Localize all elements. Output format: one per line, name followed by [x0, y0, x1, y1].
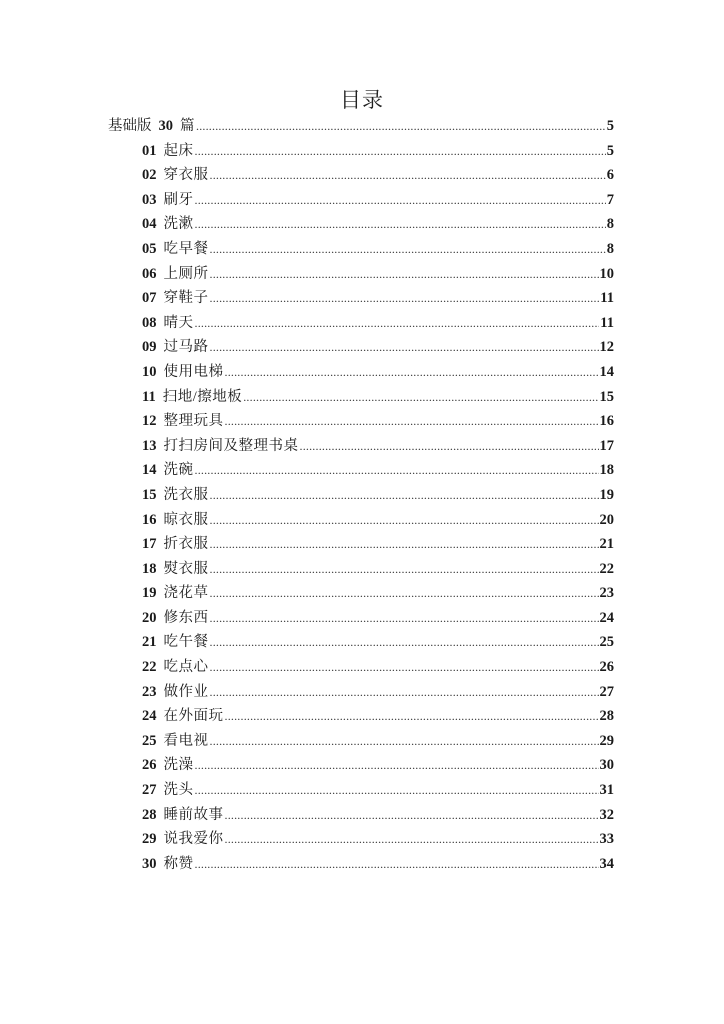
toc-entry-02[interactable] — [142, 163, 614, 188]
toc-page-number: 20 — [599, 511, 614, 528]
dot-leader — [195, 188, 606, 213]
dot-leader — [225, 360, 599, 385]
toc-entry-01[interactable] — [142, 139, 614, 164]
toc-page-number: 15 — [599, 388, 614, 405]
toc-page-number: 8 — [606, 216, 614, 233]
dot-leader — [195, 778, 599, 803]
dot-leader — [210, 581, 599, 606]
dot-leader — [210, 630, 599, 655]
toc-entry-label: 吃午餐 — [163, 634, 209, 651]
toc-entry-08[interactable] — [142, 311, 614, 336]
toc-entry-number: 07 — [142, 290, 157, 307]
dot-leader — [225, 704, 599, 729]
dot-leader — [210, 286, 600, 311]
toc-page-number: 8 — [606, 240, 614, 257]
toc-entry-label: 睡前故事 — [163, 806, 224, 823]
toc-page-number: 6 — [606, 167, 614, 184]
dot-leader — [196, 114, 606, 139]
toc-entry-number: 14 — [142, 462, 157, 479]
toc-page-number: 19 — [599, 486, 614, 503]
toc-section-entry[interactable] — [108, 114, 614, 139]
toc-entry-25[interactable] — [142, 729, 614, 754]
toc-entry-label: 刷牙 — [163, 191, 194, 208]
dot-leader — [210, 532, 599, 557]
toc-entry-label: 穿衣服 — [163, 167, 209, 184]
toc-entry-07[interactable] — [142, 286, 614, 311]
toc-entry-label: 说我爱你 — [163, 831, 224, 848]
toc-entry-number: 03 — [142, 191, 157, 208]
toc-entry-label: 晴天 — [163, 314, 194, 331]
toc-section-number: 30 — [158, 118, 173, 134]
toc-entry-number: 10 — [142, 363, 157, 380]
toc-page-number: 11 — [600, 314, 614, 331]
toc-entry-label: 修东西 — [163, 609, 209, 626]
toc-page-number: 22 — [599, 560, 614, 577]
toc-entry-label: 吃点心 — [163, 659, 209, 676]
toc-entry-20[interactable] — [142, 606, 614, 631]
toc-entry-label: 洗头 — [163, 782, 194, 799]
toc-title: 目录 — [340, 88, 384, 112]
toc-entry-17[interactable] — [142, 532, 614, 557]
toc-page-number: 25 — [599, 634, 614, 651]
toc-entry-label: 使用电梯 — [163, 363, 224, 380]
toc-entry-number: 28 — [142, 806, 157, 823]
dot-leader — [195, 458, 599, 483]
toc-entry-label: 穿鞋子 — [163, 290, 209, 307]
toc-entry-label: 做作业 — [163, 683, 209, 700]
dot-leader — [195, 139, 606, 164]
toc-entry-24[interactable] — [142, 704, 614, 729]
toc-entry-label: 扫地/擦地板 — [162, 388, 243, 405]
toc-page-number: 30 — [599, 757, 614, 774]
toc-entry-06[interactable] — [142, 262, 614, 287]
toc-entry-label: 看电视 — [163, 732, 209, 749]
toc-entry-number: 26 — [142, 757, 157, 774]
toc-entry-22[interactable] — [142, 655, 614, 680]
toc-entry-number: 27 — [142, 782, 157, 799]
toc-entry-18[interactable] — [142, 557, 614, 582]
toc-entry-number: 19 — [142, 585, 157, 602]
toc-entry-number: 05 — [142, 240, 157, 257]
dot-leader — [210, 680, 599, 705]
toc-entry-number: 01 — [142, 142, 157, 159]
toc-entry-number: 25 — [142, 732, 157, 749]
dot-leader — [210, 508, 599, 533]
toc-entry-label: 称赞 — [163, 855, 194, 872]
dot-leader — [210, 335, 599, 360]
toc-entry-21[interactable] — [142, 630, 614, 655]
toc-entry-30[interactable] — [142, 852, 614, 877]
dot-leader — [195, 212, 606, 237]
toc-entry-label: 过马路 — [163, 339, 209, 356]
toc-entry-11[interactable] — [142, 385, 614, 410]
toc-entry-03[interactable] — [142, 188, 614, 213]
toc-page-number: 31 — [599, 782, 614, 799]
toc-entry-number: 24 — [142, 708, 157, 725]
toc-entry-label: 上厕所 — [163, 265, 209, 282]
toc-entry-label: 熨衣服 — [163, 560, 209, 577]
dot-leader — [210, 729, 599, 754]
toc-entry-number: 21 — [142, 634, 157, 651]
toc-page-number: 7 — [606, 191, 614, 208]
dot-leader — [210, 163, 606, 188]
toc-entry-label: 在外面玩 — [163, 708, 224, 725]
toc-entry-number: 11 — [142, 388, 156, 405]
toc-page-number: 27 — [599, 683, 614, 700]
dot-leader — [210, 483, 599, 508]
toc-page-number: 26 — [599, 659, 614, 676]
toc-entry-19[interactable] — [142, 581, 614, 606]
toc-entry-12[interactable] — [142, 409, 614, 434]
toc-page-number: 28 — [599, 708, 614, 725]
toc-entry-number: 30 — [142, 855, 157, 872]
dot-leader — [195, 852, 599, 877]
toc-section-label: 篇 — [180, 118, 195, 134]
toc-page-number: 21 — [599, 536, 614, 553]
toc-entry-label: 洗澡 — [163, 757, 194, 774]
dot-leader — [210, 606, 599, 631]
toc-entry-label: 起床 — [163, 142, 194, 159]
toc-section-prefix: 基础版 — [108, 118, 152, 134]
toc-entry-number: 12 — [142, 413, 157, 430]
toc-entry-10[interactable] — [142, 360, 614, 385]
toc-page-number: 34 — [599, 855, 614, 872]
toc-page-number: 10 — [599, 265, 614, 282]
toc-entry-number: 08 — [142, 314, 157, 331]
toc-entry-number: 23 — [142, 683, 157, 700]
toc-entry-label: 洗衣服 — [163, 486, 209, 503]
toc-page-number: 29 — [599, 732, 614, 749]
toc-entry-label: 洗漱 — [163, 216, 194, 233]
toc-entry-14[interactable] — [142, 458, 614, 483]
toc-entry-16[interactable] — [142, 508, 614, 533]
toc-page-number: 23 — [599, 585, 614, 602]
toc-entry-28[interactable] — [142, 803, 614, 828]
toc-entry-number: 16 — [142, 511, 157, 528]
toc-page-number: 33 — [599, 831, 614, 848]
dot-leader — [210, 557, 599, 582]
toc-entry-26[interactable] — [142, 753, 614, 778]
dot-leader — [225, 409, 599, 434]
toc-entry-label: 整理玩具 — [163, 413, 224, 430]
toc-entry-label: 晾衣服 — [163, 511, 209, 528]
toc-entry-29[interactable] — [142, 827, 614, 852]
toc-page-number: 11 — [600, 290, 614, 307]
toc-entry-label: 浇花草 — [163, 585, 209, 602]
toc-page-number: 14 — [599, 363, 614, 380]
toc-entry-label: 打扫房间及整理书桌 — [163, 437, 299, 454]
toc-entry-number: 18 — [142, 560, 157, 577]
toc-page-number: 17 — [599, 437, 614, 454]
toc-entry-09[interactable] — [142, 335, 614, 360]
toc-entry-number: 20 — [142, 609, 157, 626]
toc-page-number: 24 — [599, 609, 614, 626]
toc-entry-number: 09 — [142, 339, 157, 356]
toc-entry-27[interactable] — [142, 778, 614, 803]
toc-entry-label: 折衣服 — [163, 536, 209, 553]
dot-leader — [195, 311, 600, 336]
toc-list — [0, 114, 724, 876]
toc-entry-number: 29 — [142, 831, 157, 848]
toc-entry-number: 13 — [142, 437, 157, 454]
toc-entry-04[interactable] — [142, 212, 614, 237]
toc-entry-label: 洗碗 — [163, 462, 194, 479]
dot-leader — [243, 385, 598, 410]
toc-page-number: 32 — [599, 806, 614, 823]
toc-entry-number: 15 — [142, 486, 157, 503]
toc-page-number: 12 — [599, 339, 614, 356]
toc-entry-number: 04 — [142, 216, 157, 233]
toc-entry-number: 22 — [142, 659, 157, 676]
toc-entry-number: 06 — [142, 265, 157, 282]
toc-entry-23[interactable] — [142, 680, 614, 705]
toc-entry-number: 17 — [142, 536, 157, 553]
toc-entry-number: 02 — [142, 167, 157, 184]
toc-entry-label: 吃早餐 — [163, 240, 209, 257]
dot-leader — [195, 753, 599, 778]
toc-entry-05[interactable] — [142, 237, 614, 262]
dot-leader — [210, 237, 606, 262]
toc-page-number: 5 — [606, 118, 614, 134]
toc-page-number: 18 — [599, 462, 614, 479]
toc-page-number: 16 — [599, 413, 614, 430]
toc-entry-15[interactable] — [142, 483, 614, 508]
dot-leader — [225, 827, 599, 852]
dot-leader — [210, 262, 599, 287]
dot-leader — [210, 655, 599, 680]
toc-entry-13[interactable] — [142, 434, 614, 459]
toc-page-number: 5 — [606, 142, 614, 159]
dot-leader — [225, 803, 599, 828]
dot-leader — [300, 434, 599, 459]
